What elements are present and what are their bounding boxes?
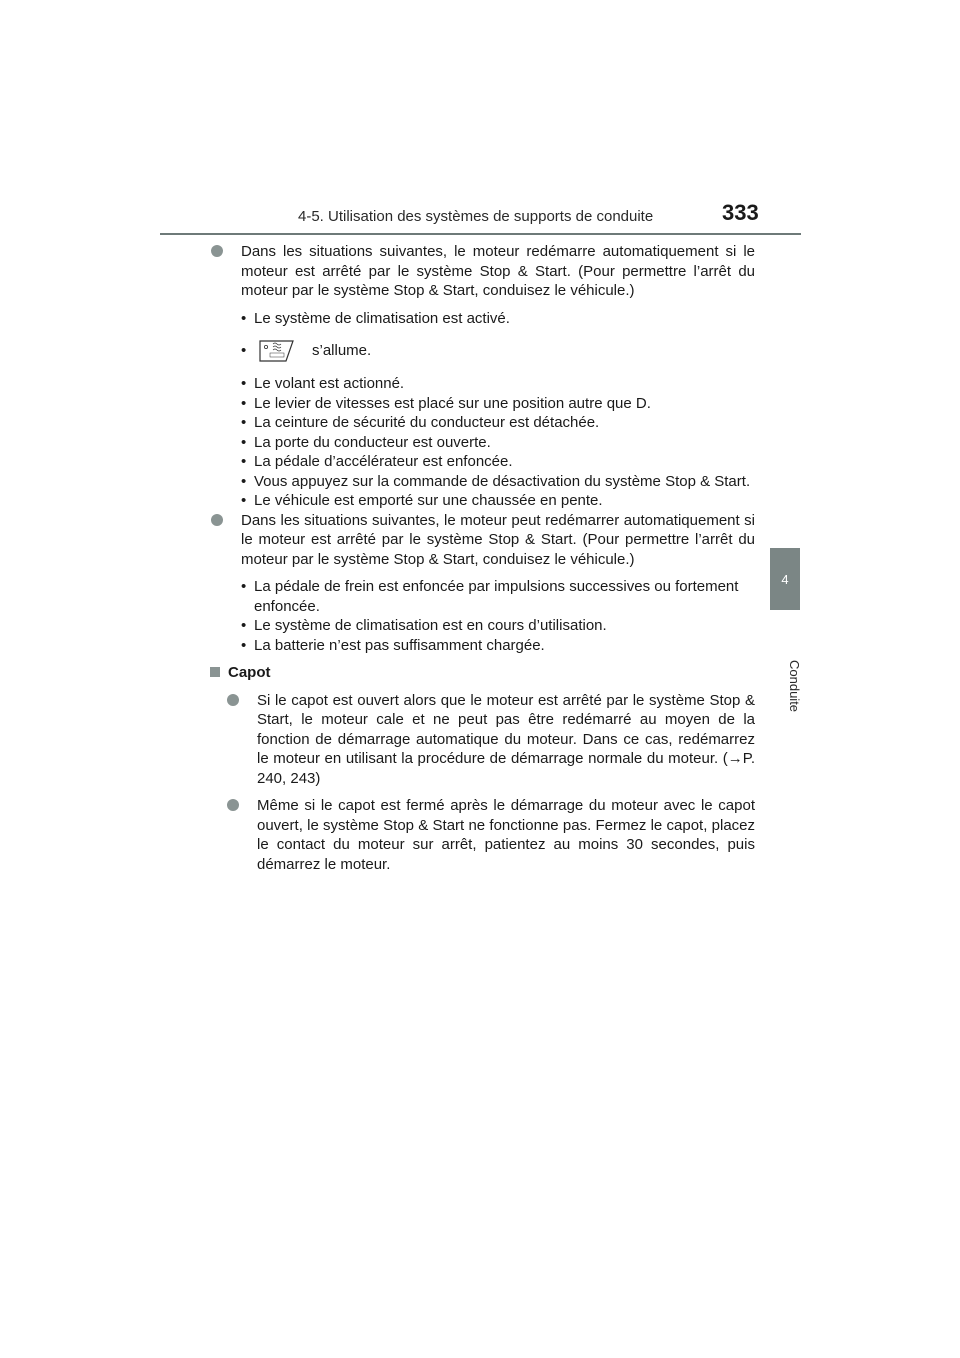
chapter-tab-number: 4 bbox=[781, 571, 789, 587]
list-item: • La pédale d’accélérateur est enfoncée. bbox=[241, 453, 513, 470]
chapter-tab-label bbox=[768, 660, 802, 712]
list-item-text: s’allume. bbox=[312, 342, 372, 360]
paragraph-text: Si le capot est ouvert alors que le moteur est arrêté par le système Stop & Start, le moteur cale et ne peut pas être redémarré au moyen de la fonction de démarrage automatique du moteur. Dans ce cas, redémarrez le moteur en utilisant la procédure de démarrage normale du moteur. (→P. 240, 243) bbox=[257, 691, 755, 787]
chapter-tab-label-text: Conduite bbox=[787, 660, 802, 713]
list-item: • Le système de climatisation est en cours d’utilisation. bbox=[241, 617, 607, 634]
section-heading-text: Capot bbox=[228, 664, 271, 681]
list-item-text: La batterie n’est pas suffisamment chargée. bbox=[254, 636, 545, 654]
page-number: 333 bbox=[722, 200, 759, 225]
bullet-circle-icon bbox=[211, 245, 223, 257]
list-item: • Vous appuyez sur la commande de désactivation du système Stop & Start. bbox=[241, 472, 751, 490]
bullet-circle-icon bbox=[227, 799, 239, 811]
capot-paragraph bbox=[226, 691, 755, 789]
list-item: • La porte du conducteur est ouverte. bbox=[241, 433, 491, 451]
list-item-text: Le véhicule est emporté sur une chaussée en pente. bbox=[254, 492, 603, 509]
paragraph-text: Même si le capot est fermé après le démarrage du moteur avec le capot ouvert, le système Stop & Start ne fonctionne pas. Fermez le capot, placez le contact du moteur sur arrêt, patientez au moins 30 secondes, puis démarrez le moteur. bbox=[257, 797, 755, 873]
section-heading-capot bbox=[210, 663, 755, 683]
list-item: • La batterie n’est pas suffisamment chargée. bbox=[241, 636, 545, 654]
condition-block-text: Dans les situations suivantes, le moteur redémarre automatiquement si le moteur est arrêté par le système Stop & Start. (Pour permettre l’arrêt du moteur par le système Stop & Start, conduisez le véhicule.) bbox=[241, 243, 755, 299]
list-item: • Le véhicule est emporté sur une chaussée en pente. bbox=[241, 492, 603, 509]
list-item: • La pédale de frein est enfoncée par impulsions successives ou fortement enfoncée. bbox=[241, 578, 739, 615]
restart-conditions-list-continued bbox=[210, 374, 755, 511]
list-item-text: Vous appuyez sur la commande de désactivation du système Stop & Start. bbox=[254, 472, 751, 490]
possible-restart-conditions-list bbox=[210, 577, 755, 655]
list-item-text: Le levier de vitesses est placé sur une position autre que D. bbox=[254, 394, 651, 412]
heading-square-icon bbox=[210, 667, 220, 677]
list-item: • Le volant est actionné. bbox=[241, 375, 405, 392]
condition-block-possible-restart bbox=[210, 511, 755, 570]
list-item-text: Le système de climatisation est en cours d’utilisation. bbox=[254, 617, 607, 634]
list-item-text: La pédale d’accélérateur est enfoncée. bbox=[254, 453, 513, 470]
bullet-circle-icon bbox=[211, 514, 223, 526]
list-item-text: Le volant est actionné. bbox=[254, 375, 405, 392]
list-item-text: La pédale de frein est enfoncée par impulsions successives ou fortement enfoncée. bbox=[254, 578, 739, 615]
condition-block-restart bbox=[210, 242, 755, 301]
restart-conditions-list bbox=[210, 309, 755, 329]
chapter-header-title: 4-5. Utilisation des systèmes de supports de conduite bbox=[298, 208, 654, 225]
list-item: • Le levier de vitesses est placé sur une position autre que D. bbox=[241, 394, 651, 412]
list-item-text: Le système de climatisation est activé. bbox=[254, 309, 510, 327]
header-divider bbox=[160, 233, 801, 235]
front-defroster-icon bbox=[258, 339, 298, 363]
list-item: • La ceinture de sécurité du conducteur est détachée. bbox=[241, 414, 600, 431]
condition-block-text: Dans les situations suivantes, le moteur peut redémarrer automatiquement si le moteur est arrêté par le système Stop & Start. (Pour permettre l’arrêt du moteur par le système Stop & Start, conduisez le véhicule.) bbox=[241, 511, 755, 568]
list-item-text: La porte du conducteur est ouverte. bbox=[254, 433, 491, 451]
chapter-tab[interactable] bbox=[770, 548, 800, 610]
bullet-circle-icon bbox=[227, 694, 239, 706]
page-content bbox=[210, 242, 755, 874]
list-item-text: La ceinture de sécurité du conducteur est détachée. bbox=[254, 414, 600, 431]
list-item-defroster: • s’allume. bbox=[210, 336, 755, 366]
list-item: • Le système de climatisation est activé. bbox=[241, 309, 510, 327]
capot-paragraph bbox=[226, 796, 755, 874]
